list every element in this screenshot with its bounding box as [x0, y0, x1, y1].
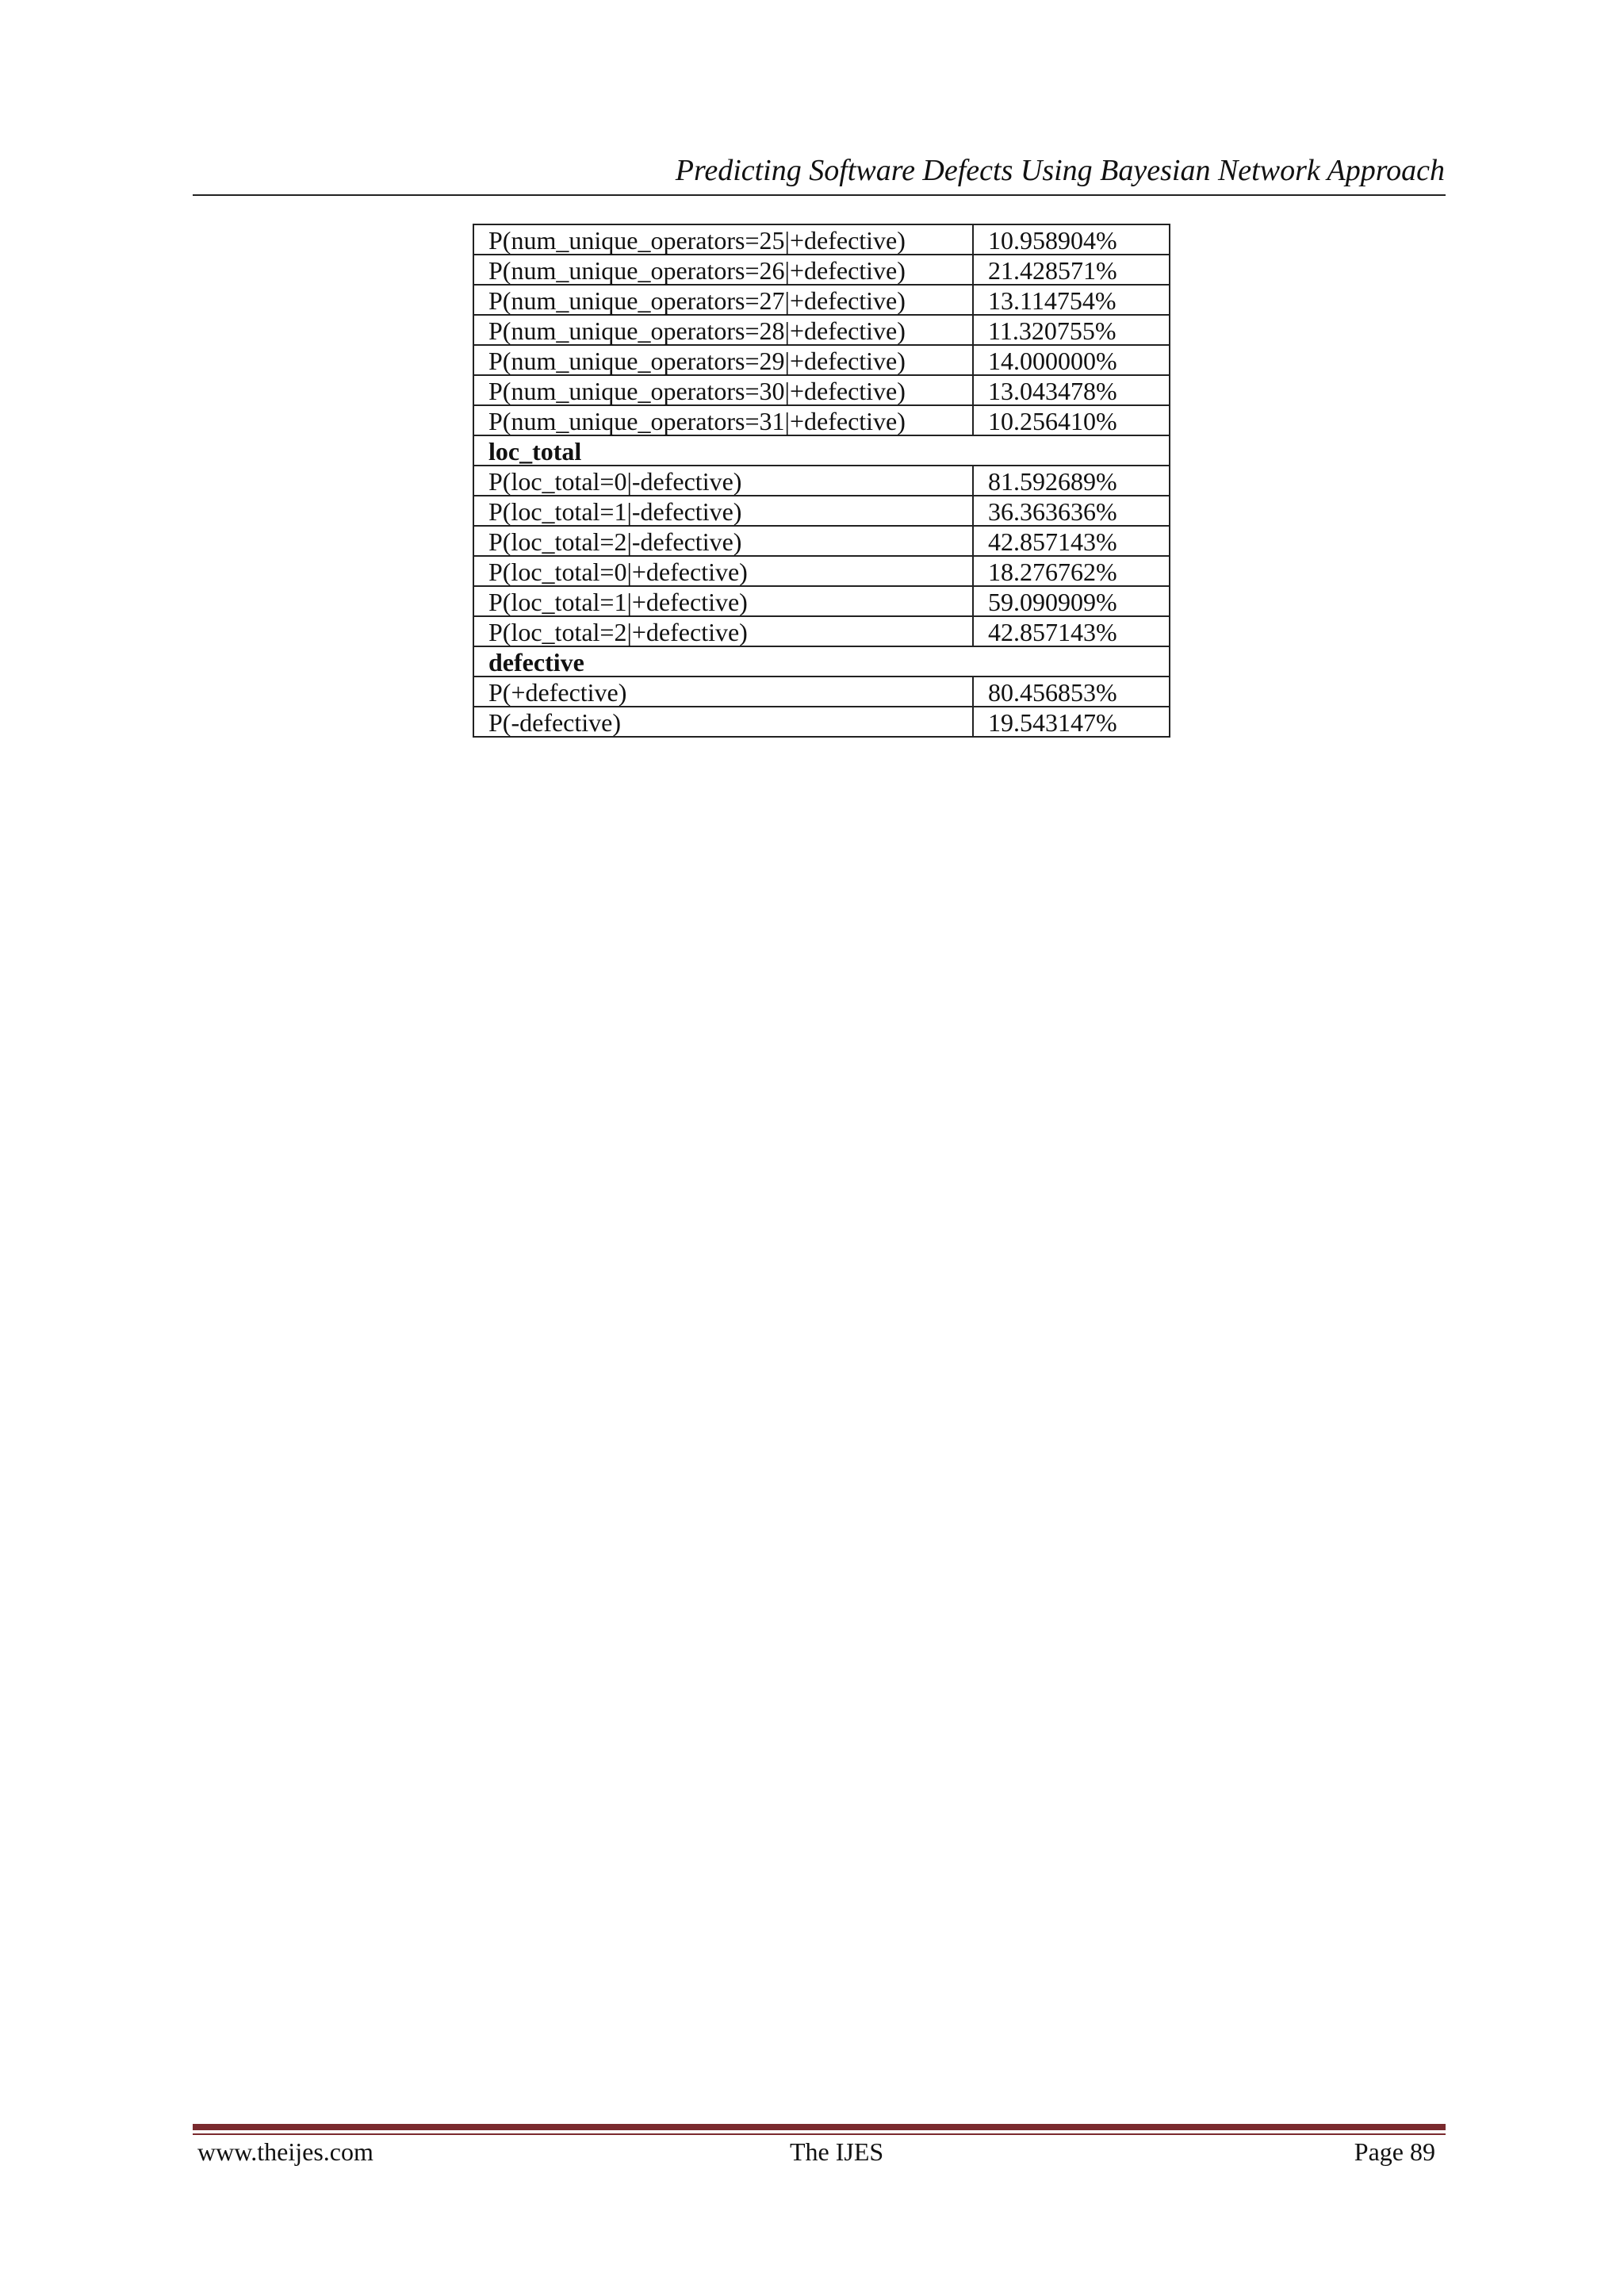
probability-value: 42.857143%	[973, 526, 1170, 556]
table-row	[473, 556, 1170, 586]
probability-label: P(loc_total=2|-defective)	[473, 526, 973, 556]
table-row	[473, 345, 1170, 375]
probability-value: 11.320755%	[973, 315, 1170, 345]
probability-label: P(num_unique_operators=27|+defective)	[473, 285, 973, 315]
section-heading: loc_total	[473, 435, 1170, 466]
table-row	[473, 496, 1170, 526]
probability-value: 36.363636%	[973, 496, 1170, 526]
running-title: Predicting Software Defects Using Bayesian Network Approach	[675, 154, 1445, 187]
probability-label: P(+defective)	[473, 677, 973, 707]
probability-label: P(loc_total=1|+defective)	[473, 586, 973, 616]
table-row	[473, 526, 1170, 556]
probability-label: P(-defective)	[473, 707, 973, 737]
table-row	[473, 255, 1170, 285]
table-row	[473, 315, 1170, 345]
table-section-row	[473, 435, 1170, 466]
probability-value: 21.428571%	[973, 255, 1170, 285]
probability-label: P(num_unique_operators=31|+defective)	[473, 405, 973, 435]
footer-page-number: Page 89	[1354, 2137, 1435, 2166]
table-row	[473, 466, 1170, 496]
header-divider	[193, 194, 1446, 196]
probability-label: P(loc_total=0|+defective)	[473, 556, 973, 586]
probability-value: 81.592689%	[973, 466, 1170, 496]
probability-label: P(loc_total=2|+defective)	[473, 616, 973, 646]
probability-label: P(num_unique_operators=26|+defective)	[473, 255, 973, 285]
table-section-row	[473, 646, 1170, 677]
table-row	[473, 375, 1170, 405]
table-row	[473, 677, 1170, 707]
table-row	[473, 616, 1170, 646]
table-row	[473, 285, 1170, 315]
footer-divider-thin	[193, 2133, 1446, 2135]
footer-journal: The IJES	[790, 2137, 884, 2166]
probability-value: 80.456853%	[973, 677, 1170, 707]
probability-label: P(num_unique_operators=29|+defective)	[473, 345, 973, 375]
probability-value: 13.043478%	[973, 375, 1170, 405]
probability-label: P(loc_total=1|-defective)	[473, 496, 973, 526]
probability-value: 14.000000%	[973, 345, 1170, 375]
section-heading: defective	[473, 646, 1170, 677]
probability-value: 10.256410%	[973, 405, 1170, 435]
probability-value: 59.090909%	[973, 586, 1170, 616]
probability-table-body	[473, 224, 1170, 737]
footer-divider-thick	[193, 2124, 1446, 2130]
footer-website: www.theijes.com	[197, 2137, 373, 2166]
probability-label: P(num_unique_operators=25|+defective)	[473, 224, 973, 255]
probability-value: 19.543147%	[973, 707, 1170, 737]
table-row	[473, 224, 1170, 255]
probability-value: 10.958904%	[973, 224, 1170, 255]
probability-label: P(num_unique_operators=30|+defective)	[473, 375, 973, 405]
probability-table	[473, 224, 1170, 738]
table-row	[473, 707, 1170, 737]
table-row	[473, 586, 1170, 616]
probability-value: 13.114754%	[973, 285, 1170, 315]
probability-label: P(loc_total=0|-defective)	[473, 466, 973, 496]
probability-label: P(num_unique_operators=28|+defective)	[473, 315, 973, 345]
table-row	[473, 405, 1170, 435]
probability-value: 42.857143%	[973, 616, 1170, 646]
probability-value: 18.276762%	[973, 556, 1170, 586]
